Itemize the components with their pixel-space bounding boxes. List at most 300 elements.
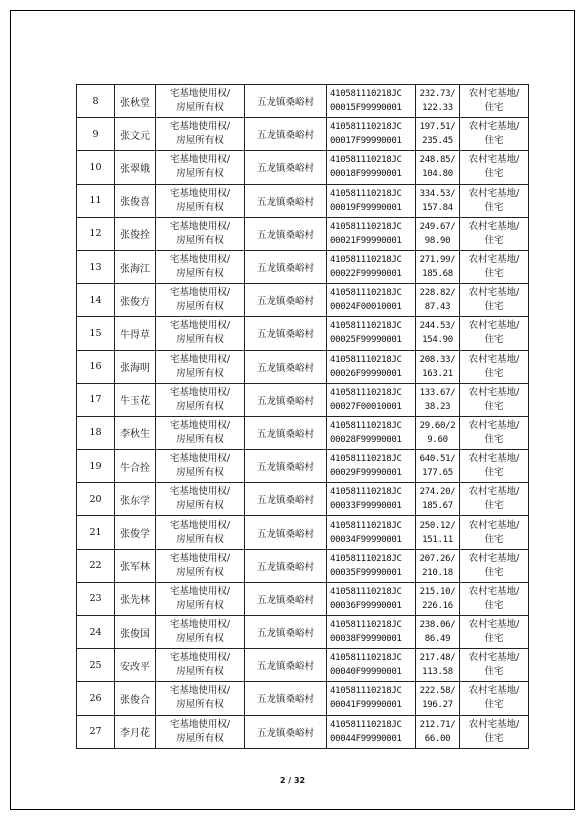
area-line2: 122.33: [422, 103, 453, 114]
unit-code-line1: 410581110218JC: [330, 188, 402, 199]
land-use-line1: 农村宅基地/: [468, 353, 520, 365]
location: 五龙镇桑峪村: [245, 416, 327, 449]
unit-code-line2: 00033F99990001: [330, 501, 402, 512]
right-type-line1: 宅基地使用权/: [169, 121, 231, 133]
table-row: [77, 649, 529, 682]
location: 五龙镇桑峪村: [245, 616, 327, 649]
unit-code-line2: 00038F99990001: [330, 634, 402, 645]
row-number: 25: [77, 649, 115, 682]
area-line1: 133.67/: [419, 387, 456, 398]
right-type: [156, 582, 245, 615]
location: 五龙镇桑峪村: [245, 250, 327, 283]
land-use: [460, 516, 529, 549]
row-number: 16: [77, 350, 115, 383]
area: [416, 450, 460, 483]
unit-code: [327, 516, 416, 549]
unit-code-line1: 410581110218JC: [330, 155, 402, 166]
table-row: [77, 682, 529, 715]
area-line1: 640.51/: [419, 454, 456, 465]
owner-name: 张俊喜: [115, 184, 156, 217]
land-use: [460, 582, 529, 615]
owner-name: 张翠娥: [115, 151, 156, 184]
land-use-line1: 农村宅基地/: [468, 585, 520, 597]
area-line2: 210.18: [422, 567, 453, 578]
row-number: 10: [77, 151, 115, 184]
owner-name: 张文元: [115, 118, 156, 151]
right-type-line1: 宅基地使用权/: [169, 486, 231, 498]
row-number: 9: [77, 118, 115, 151]
right-type: [156, 450, 245, 483]
unit-code-line2: 00027F00010001: [330, 401, 402, 412]
table-row: [77, 450, 529, 483]
right-type: [156, 217, 245, 250]
right-type-line1: 宅基地使用权/: [169, 419, 231, 431]
location: 五龙镇桑峪村: [245, 549, 327, 582]
owner-name: 张东学: [115, 483, 156, 516]
land-use-line1: 农村宅基地/: [468, 386, 520, 398]
row-number: 26: [77, 682, 115, 715]
row-number: 20: [77, 483, 115, 516]
right-type-line1: 宅基地使用权/: [169, 320, 231, 332]
table-row: [77, 317, 529, 350]
land-use-line2: 住宅: [484, 500, 504, 512]
land-use: [460, 682, 529, 715]
right-type-line1: 宅基地使用权/: [169, 287, 231, 299]
area: [416, 682, 460, 715]
owner-name: 张俊方: [115, 284, 156, 317]
table-row: [77, 483, 529, 516]
unit-code: [327, 184, 416, 217]
right-type-line1: 宅基地使用权/: [169, 386, 231, 398]
row-number: 21: [77, 516, 115, 549]
right-type-line1: 宅基地使用权/: [169, 88, 231, 100]
area-line2: 235.45: [422, 136, 453, 147]
land-use-line2: 住宅: [484, 334, 504, 346]
right-type-line1: 宅基地使用权/: [169, 718, 231, 730]
owner-name: 张俊合: [115, 682, 156, 715]
unit-code: [327, 118, 416, 151]
land-use-line1: 农村宅基地/: [468, 619, 520, 631]
unit-code-line1: 410581110218JC: [330, 520, 402, 531]
owner-name: 张军林: [115, 549, 156, 582]
unit-code-line1: 410581110218JC: [330, 586, 402, 597]
location: 五龙镇桑峪村: [245, 151, 327, 184]
area-line2: 66.00: [424, 733, 451, 744]
right-type-line2: 房屋所有权: [176, 135, 224, 147]
table-row: [77, 616, 529, 649]
area-line1: 29.60/2: [419, 420, 456, 431]
area-line2: 185.67: [422, 501, 453, 512]
unit-code-line2: 00018F99990001: [330, 169, 402, 180]
right-type-line1: 宅基地使用权/: [169, 585, 231, 597]
right-type: [156, 151, 245, 184]
unit-code: [327, 549, 416, 582]
right-type-line2: 房屋所有权: [176, 234, 224, 246]
table-row: [77, 416, 529, 449]
area: [416, 582, 460, 615]
right-type-line2: 房屋所有权: [176, 699, 224, 711]
right-type-line2: 房屋所有权: [176, 367, 224, 379]
area-line1: 250.12/: [419, 520, 456, 531]
right-type: [156, 483, 245, 516]
unit-code-line2: 00028F99990001: [330, 434, 402, 445]
owner-name: 牛合拴: [115, 450, 156, 483]
table-row: [77, 250, 529, 283]
right-type-line1: 宅基地使用权/: [169, 519, 231, 531]
owner-name: 张先林: [115, 582, 156, 615]
right-type: [156, 416, 245, 449]
right-type: [156, 649, 245, 682]
land-use-line2: 住宅: [484, 467, 504, 479]
owner-name: 李月花: [115, 715, 156, 748]
land-use: [460, 483, 529, 516]
row-number: 22: [77, 549, 115, 582]
right-type-line1: 宅基地使用权/: [169, 154, 231, 166]
land-use-line1: 农村宅基地/: [468, 453, 520, 465]
area-line2: 113.58: [422, 667, 453, 678]
right-type: [156, 85, 245, 118]
owner-name: 安改平: [115, 649, 156, 682]
land-use-line1: 农村宅基地/: [468, 220, 520, 232]
area: [416, 516, 460, 549]
unit-code-line1: 410581110218JC: [330, 321, 402, 332]
land-use-line1: 农村宅基地/: [468, 154, 520, 166]
unit-code-line1: 410581110218JC: [330, 288, 402, 299]
owner-name: 张秋堂: [115, 85, 156, 118]
right-type: [156, 715, 245, 748]
area: [416, 317, 460, 350]
table-row: [77, 118, 529, 151]
unit-code: [327, 383, 416, 416]
right-type: [156, 284, 245, 317]
area: [416, 284, 460, 317]
location: 五龙镇桑峪村: [245, 118, 327, 151]
area: [416, 383, 460, 416]
area-line1: 238.06/: [419, 620, 456, 631]
owner-name: 李秋生: [115, 416, 156, 449]
area-line2: 177.65: [422, 468, 453, 479]
location: 五龙镇桑峪村: [245, 516, 327, 549]
location: 五龙镇桑峪村: [245, 450, 327, 483]
unit-code-line2: 00024F00010001: [330, 302, 402, 313]
right-type-line1: 宅基地使用权/: [169, 652, 231, 664]
area: [416, 250, 460, 283]
unit-code-line2: 00025F99990001: [330, 335, 402, 346]
area-line2: 87.43: [424, 302, 451, 313]
unit-code: [327, 715, 416, 748]
land-use-line1: 农村宅基地/: [468, 254, 520, 266]
land-use-line1: 农村宅基地/: [468, 519, 520, 531]
land-use-line2: 住宅: [484, 301, 504, 313]
area: [416, 217, 460, 250]
row-number: 24: [77, 616, 115, 649]
area-line1: 228.82/: [419, 288, 456, 299]
area-line1: 249.67/: [419, 221, 456, 232]
land-use-line1: 农村宅基地/: [468, 121, 520, 133]
unit-code-line2: 00029F99990001: [330, 468, 402, 479]
land-use-line2: 住宅: [484, 633, 504, 645]
land-use: [460, 616, 529, 649]
right-type: [156, 549, 245, 582]
unit-code-line1: 410581110218JC: [330, 620, 402, 631]
area-line2: 163.21: [422, 368, 453, 379]
right-type-line2: 房屋所有权: [176, 666, 224, 678]
unit-code: [327, 350, 416, 383]
area-line2: 154.90: [422, 335, 453, 346]
area-line2: 9.60: [427, 434, 448, 445]
land-use-line1: 农村宅基地/: [468, 685, 520, 697]
area: [416, 184, 460, 217]
land-use-line2: 住宅: [484, 699, 504, 711]
right-type-line2: 房屋所有权: [176, 599, 224, 611]
table-row: [77, 85, 529, 118]
land-use: [460, 250, 529, 283]
unit-code-line1: 410581110218JC: [330, 487, 402, 498]
land-use: [460, 350, 529, 383]
area-line1: 217.48/: [419, 653, 456, 664]
unit-code: [327, 250, 416, 283]
location: 五龙镇桑峪村: [245, 350, 327, 383]
area-line1: 212.71/: [419, 719, 456, 730]
area-line2: 86.49: [424, 634, 451, 645]
land-use: [460, 317, 529, 350]
row-number: 18: [77, 416, 115, 449]
land-use-line2: 住宅: [484, 168, 504, 180]
unit-code-line1: 410581110218JC: [330, 255, 402, 266]
area: [416, 85, 460, 118]
right-type-line2: 房屋所有权: [176, 334, 224, 346]
land-use: [460, 284, 529, 317]
unit-code: [327, 450, 416, 483]
row-number: 15: [77, 317, 115, 350]
right-type-line2: 房屋所有权: [176, 732, 224, 744]
right-type-line1: 宅基地使用权/: [169, 220, 231, 232]
right-type: [156, 184, 245, 217]
right-type: [156, 682, 245, 715]
row-number: 8: [77, 85, 115, 118]
right-type: [156, 350, 245, 383]
owner-name: 张俊学: [115, 516, 156, 549]
area-line2: 196.27: [422, 700, 453, 711]
unit-code-line2: 00044F99990001: [330, 733, 402, 744]
unit-code-line1: 410581110218JC: [330, 387, 402, 398]
right-type-line1: 宅基地使用权/: [169, 552, 231, 564]
right-type: [156, 317, 245, 350]
row-number: 12: [77, 217, 115, 250]
land-use-line2: 住宅: [484, 201, 504, 213]
area-line2: 226.16: [422, 600, 453, 611]
unit-code: [327, 217, 416, 250]
area-line1: 207.26/: [419, 553, 456, 564]
area: [416, 483, 460, 516]
land-use: [460, 715, 529, 748]
row-number: 27: [77, 715, 115, 748]
owner-name: 张俊国: [115, 616, 156, 649]
land-use-line1: 农村宅基地/: [468, 88, 520, 100]
area-line1: 222.58/: [419, 686, 456, 697]
land-use-line2: 住宅: [484, 102, 504, 114]
owner-name: 牛得草: [115, 317, 156, 350]
table-row: [77, 184, 529, 217]
unit-code: [327, 616, 416, 649]
unit-code: [327, 284, 416, 317]
unit-code-line1: 410581110218JC: [330, 89, 402, 100]
land-use-line1: 农村宅基地/: [468, 552, 520, 564]
area-line2: 185.68: [422, 269, 453, 280]
location: 五龙镇桑峪村: [245, 582, 327, 615]
unit-code: [327, 483, 416, 516]
unit-code-line2: 00034F99990001: [330, 534, 402, 545]
land-use-line1: 农村宅基地/: [468, 652, 520, 664]
table-row: [77, 284, 529, 317]
unit-code-line1: 410581110218JC: [330, 653, 402, 664]
owner-name: 张俊拴: [115, 217, 156, 250]
unit-code: [327, 682, 416, 715]
area-line1: 208.33/: [419, 354, 456, 365]
area-line2: 98.90: [424, 235, 451, 246]
area-line1: 271.99/: [419, 255, 456, 266]
row-number: 17: [77, 383, 115, 416]
unit-code-line2: 00035F99990001: [330, 567, 402, 578]
right-type-line1: 宅基地使用权/: [169, 453, 231, 465]
area: [416, 350, 460, 383]
area-line1: 248.85/: [419, 155, 456, 166]
right-type-line2: 房屋所有权: [176, 633, 224, 645]
location: 五龙镇桑峪村: [245, 715, 327, 748]
area-line2: 38.23: [424, 401, 451, 412]
land-use: [460, 416, 529, 449]
land-use-line2: 住宅: [484, 732, 504, 744]
right-type: [156, 516, 245, 549]
land-use-line1: 农村宅基地/: [468, 287, 520, 299]
table-row: [77, 350, 529, 383]
land-use: [460, 217, 529, 250]
unit-code: [327, 317, 416, 350]
row-number: 13: [77, 250, 115, 283]
right-type: [156, 616, 245, 649]
right-type-line2: 房屋所有权: [176, 433, 224, 445]
row-number: 23: [77, 582, 115, 615]
location: 五龙镇桑峪村: [245, 217, 327, 250]
area-line2: 151.11: [422, 534, 453, 545]
unit-code-line2: 00041F99990001: [330, 700, 402, 711]
land-use: [460, 151, 529, 184]
right-type-line2: 房屋所有权: [176, 268, 224, 280]
unit-code-line2: 00022F99990001: [330, 269, 402, 280]
row-number: 14: [77, 284, 115, 317]
land-use: [460, 450, 529, 483]
right-type-line2: 房屋所有权: [176, 301, 224, 313]
table-row: [77, 151, 529, 184]
right-type: [156, 250, 245, 283]
land-use-line1: 农村宅基地/: [468, 419, 520, 431]
area: [416, 715, 460, 748]
unit-code-line1: 410581110218JC: [330, 122, 402, 133]
land-use-line1: 农村宅基地/: [468, 486, 520, 498]
unit-code-line1: 410581110218JC: [330, 454, 402, 465]
owner-name: 张海江: [115, 250, 156, 283]
unit-code: [327, 151, 416, 184]
unit-code-line2: 00026F99990001: [330, 368, 402, 379]
unit-code: [327, 85, 416, 118]
land-use: [460, 118, 529, 151]
right-type-line2: 房屋所有权: [176, 400, 224, 412]
owner-name: 张海明: [115, 350, 156, 383]
land-use: [460, 549, 529, 582]
right-type-line2: 房屋所有权: [176, 533, 224, 545]
unit-code-line2: 00036F99990001: [330, 600, 402, 611]
land-use: [460, 85, 529, 118]
table-row: [77, 549, 529, 582]
location: 五龙镇桑峪村: [245, 184, 327, 217]
land-use-line2: 住宅: [484, 666, 504, 678]
area: [416, 118, 460, 151]
unit-code-line2: 00040F99990001: [330, 667, 402, 678]
unit-code: [327, 416, 416, 449]
unit-code-line1: 410581110218JC: [330, 420, 402, 431]
right-type-line1: 宅基地使用权/: [169, 254, 231, 266]
land-use: [460, 383, 529, 416]
right-type: [156, 383, 245, 416]
area-line1: 244.53/: [419, 321, 456, 332]
land-use: [460, 184, 529, 217]
table-row: [77, 516, 529, 549]
land-use-line1: 农村宅基地/: [468, 187, 520, 199]
unit-code: [327, 582, 416, 615]
land-use-line2: 住宅: [484, 400, 504, 412]
unit-code-line1: 410581110218JC: [330, 221, 402, 232]
unit-code: [327, 649, 416, 682]
land-use-line2: 住宅: [484, 268, 504, 280]
right-type-line1: 宅基地使用权/: [169, 353, 231, 365]
unit-code-line1: 410581110218JC: [330, 686, 402, 697]
location: 五龙镇桑峪村: [245, 682, 327, 715]
area: [416, 649, 460, 682]
land-use: [460, 649, 529, 682]
location: 五龙镇桑峪村: [245, 483, 327, 516]
right-type-line2: 房屋所有权: [176, 467, 224, 479]
area-line2: 157.84: [422, 202, 453, 213]
land-use-line2: 住宅: [484, 135, 504, 147]
row-number: 19: [77, 450, 115, 483]
area: [416, 151, 460, 184]
location: 五龙镇桑峪村: [245, 649, 327, 682]
table-row: [77, 217, 529, 250]
land-use-line2: 住宅: [484, 367, 504, 379]
unit-code-line2: 00015F99990001: [330, 103, 402, 114]
unit-code-line2: 00021F99990001: [330, 235, 402, 246]
unit-code-line1: 410581110218JC: [330, 354, 402, 365]
table-row: [77, 582, 529, 615]
location: 五龙镇桑峪村: [245, 85, 327, 118]
right-type-line1: 宅基地使用权/: [169, 619, 231, 631]
right-type-line2: 房屋所有权: [176, 102, 224, 114]
location: 五龙镇桑峪村: [245, 317, 327, 350]
right-type-line1: 宅基地使用权/: [169, 187, 231, 199]
land-use-line1: 农村宅基地/: [468, 718, 520, 730]
area: [416, 616, 460, 649]
unit-code-line1: 410581110218JC: [330, 553, 402, 564]
area-line1: 215.10/: [419, 586, 456, 597]
area: [416, 416, 460, 449]
area: [416, 549, 460, 582]
right-type-line1: 宅基地使用权/: [169, 685, 231, 697]
right-type-line2: 房屋所有权: [176, 168, 224, 180]
owner-name: 牛玉花: [115, 383, 156, 416]
location: 五龙镇桑峪村: [245, 383, 327, 416]
land-use-line2: 住宅: [484, 599, 504, 611]
area-line1: 274.20/: [419, 487, 456, 498]
